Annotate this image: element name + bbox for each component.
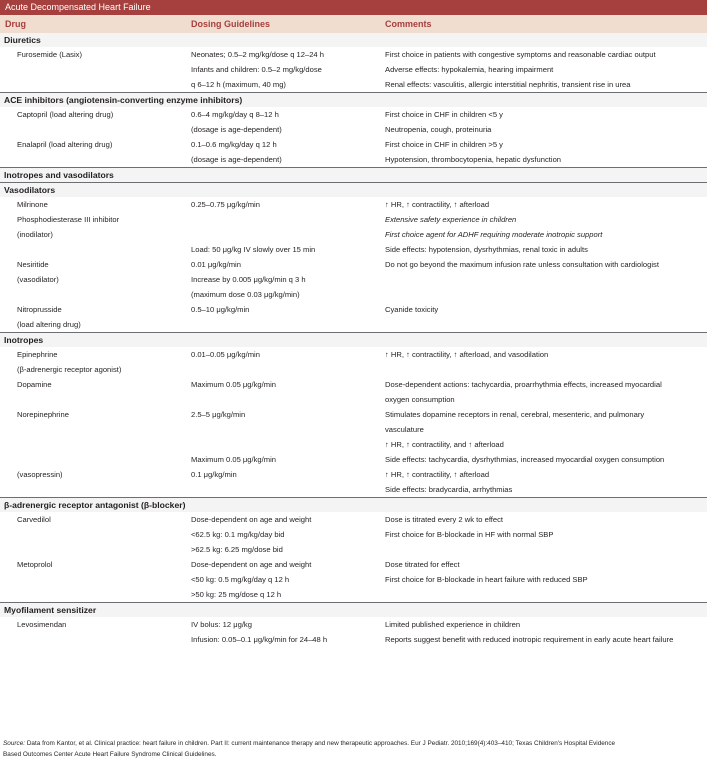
drug-cell: (vasopressin) bbox=[17, 470, 63, 479]
table-row bbox=[0, 62, 707, 77]
comment-cell: First choice in patients with congestive symptoms and reasonable cardiac output bbox=[385, 50, 656, 59]
dosing-cell: 0.5–10 μg/kg/min bbox=[191, 305, 250, 314]
table-section bbox=[0, 167, 707, 182]
table-row bbox=[0, 452, 707, 467]
table-section bbox=[0, 497, 707, 602]
table-row bbox=[0, 587, 707, 602]
dosing-cell: Neonates; 0.5–2 mg/kg/dose q 12–24 h bbox=[191, 50, 324, 59]
drug-cell: Carvedilol bbox=[17, 515, 51, 524]
drug-cell: (inodilator) bbox=[17, 230, 53, 239]
section-title: Vasodilators bbox=[0, 183, 707, 197]
table-row bbox=[0, 212, 707, 227]
footer-source-label: Source: bbox=[3, 740, 26, 747]
dosing-cell: Infusion: 0.05–0.1 μg/kg/min for 24–48 h bbox=[191, 635, 328, 644]
drug-cell: (load altering drug) bbox=[17, 320, 81, 329]
drug-cell: Captopril (load altering drug) bbox=[17, 110, 114, 119]
dosing-cell: <62.5 kg: 0.1 mg/kg/day bid bbox=[191, 530, 285, 539]
section-title: Inotropes bbox=[0, 333, 707, 347]
comment-cell: Do not go beyond the maximum infusion rate unless consultation with cardiologist bbox=[385, 260, 659, 269]
comment-cell: Cyanide toxicity bbox=[385, 305, 439, 314]
table-row bbox=[0, 347, 707, 362]
table-row bbox=[0, 632, 707, 647]
table-row bbox=[0, 512, 707, 527]
table-header-row bbox=[0, 15, 707, 33]
table-row bbox=[0, 197, 707, 212]
table-section bbox=[0, 92, 707, 167]
comment-cell: Dose-dependent actions: tachycardia, proarrhythmia effects, increased myocardial bbox=[385, 380, 662, 389]
table-row bbox=[0, 572, 707, 587]
comment-cell: First choice in CHF in children <5 y bbox=[385, 110, 503, 119]
drug-cell: (β-adrenergic receptor agonist) bbox=[17, 365, 122, 374]
drug-cell: Milrinone bbox=[17, 200, 48, 209]
drug-cell: Dopamine bbox=[17, 380, 52, 389]
dosing-cell: Load: 50 μg/kg IV slowly over 15 min bbox=[191, 245, 316, 254]
comment-cell: First choice agent for ADHF requiring moderate inotropic support bbox=[385, 230, 603, 239]
table-row bbox=[0, 557, 707, 572]
drug-cell: Phosphodiesterase III inhibitor bbox=[17, 215, 120, 224]
comment-cell: First choice for B-blockade in HF with normal SBP bbox=[385, 530, 554, 539]
dosing-cell: (maximum dose 0.03 μg/kg/min) bbox=[191, 290, 300, 299]
table-section bbox=[0, 332, 707, 497]
dosing-cell: Increase by 0.005 μg/kg/min q 3 h bbox=[191, 275, 306, 284]
table-row bbox=[0, 77, 707, 92]
table-row bbox=[0, 122, 707, 137]
dosing-cell: >62.5 kg: 6.25 mg/dose bid bbox=[191, 545, 283, 554]
table-row bbox=[0, 467, 707, 482]
table-row bbox=[0, 152, 707, 167]
table-row bbox=[0, 407, 707, 422]
drug-cell: Furosemide (Lasix) bbox=[17, 50, 82, 59]
dosing-cell: Dose-dependent on age and weight bbox=[191, 515, 312, 524]
header-dosing: Dosing Guidelines bbox=[191, 19, 271, 29]
comment-cell: Adverse effects: hypokalemia, hearing impairment bbox=[385, 65, 554, 74]
section-title: β-adrenergic receptor antagonist (β-blocker) bbox=[0, 498, 707, 512]
dosing-cell: IV bolus: 12 μg/kg bbox=[191, 620, 252, 629]
dosing-cell: 0.1–0.6 mg/kg/day q 12 h bbox=[191, 140, 277, 149]
drug-cell: Metoprolol bbox=[17, 560, 53, 569]
comment-cell: Neutropenia, cough, proteinuria bbox=[385, 125, 492, 134]
comment-cell: ↑ HR, ↑ contractility, ↑ afterload, and vasodilation bbox=[385, 350, 549, 359]
table-row bbox=[0, 227, 707, 242]
table-row bbox=[0, 47, 707, 62]
dosing-cell: (dosage is age-dependent) bbox=[191, 155, 282, 164]
dosing-cell: (dosage is age-dependent) bbox=[191, 125, 282, 134]
table-row bbox=[0, 242, 707, 257]
comment-cell: ↑ HR, ↑ contractility, ↑ afterload bbox=[385, 200, 490, 209]
header-drug: Drug bbox=[5, 19, 26, 29]
comment-cell: Limited published experience in children bbox=[385, 620, 521, 629]
table-row bbox=[0, 482, 707, 497]
drug-cell: (vasodilator) bbox=[17, 275, 59, 284]
table-row bbox=[0, 542, 707, 557]
drug-cell: Nitroprusside bbox=[17, 305, 62, 314]
dosing-cell: 0.01 μg/kg/min bbox=[191, 260, 241, 269]
table-row bbox=[0, 107, 707, 122]
dosing-cell: Maximum 0.05 μg/kg/min bbox=[191, 455, 276, 464]
dosing-cell: <50 kg: 0.5 mg/kg/day q 12 h bbox=[191, 575, 290, 584]
comment-cell: Side effects: tachycardia, dysrhythmias, increased myocardial oxygen consumption bbox=[385, 455, 665, 464]
comment-cell: ↑ HR, ↑ contractility, and ↑ afterload bbox=[385, 440, 504, 449]
section-title: Myofilament sensitizer bbox=[0, 603, 707, 617]
table-row bbox=[0, 302, 707, 317]
comment-cell: First choice for B-blockade in heart failure with reduced SBP bbox=[385, 575, 588, 584]
drug-cell: Epinephrine bbox=[17, 350, 58, 359]
section-title: Diuretics bbox=[0, 33, 707, 47]
comment-cell: Hypotension, thrombocytopenia, hepatic dysfunction bbox=[385, 155, 562, 164]
dosing-cell: Infants and children: 0.5–2 mg/kg/dose bbox=[191, 65, 322, 74]
table-row bbox=[0, 287, 707, 302]
dosing-cell: >50 kg: 25 mg/dose q 12 h bbox=[191, 590, 282, 599]
dosing-cell: q 6–12 h (maximum, 40 mg) bbox=[191, 80, 286, 89]
drug-cell: Nesiritide bbox=[17, 260, 49, 269]
table-row bbox=[0, 527, 707, 542]
table-title: Acute Decompensated Heart Failure bbox=[0, 0, 707, 15]
table-row bbox=[0, 272, 707, 287]
table-row bbox=[0, 377, 707, 392]
drug-cell: Levosimendan bbox=[17, 620, 67, 629]
footer-line2: Based Outcomes Center Acute Heart Failure Syndrome Clinical Guidelines. bbox=[3, 751, 217, 758]
comment-cell: oxygen consumption bbox=[385, 395, 455, 404]
table-row bbox=[0, 422, 707, 437]
dosing-cell: Dose-dependent on age and weight bbox=[191, 560, 312, 569]
table-section bbox=[0, 602, 707, 647]
comment-cell: Side effects: hypotension, dysrhythmias, renal toxic in adults bbox=[385, 245, 588, 254]
comment-cell: ↑ HR, ↑ contractility, ↑ afterload bbox=[385, 470, 490, 479]
table-section bbox=[0, 33, 707, 92]
comment-cell: vasculature bbox=[385, 425, 424, 434]
drug-cell: Enalapril (load altering drug) bbox=[17, 140, 113, 149]
table-row bbox=[0, 392, 707, 407]
table-row bbox=[0, 257, 707, 272]
section-title: ACE inhibitors (angiotensin-converting enzyme inhibitors) bbox=[0, 93, 707, 107]
comment-cell: Extensive safety experience in children bbox=[385, 215, 517, 224]
comment-cell: Stimulates dopamine receptors in renal, cerebral, mesenteric, and pulmonary bbox=[385, 410, 645, 419]
drug-cell: Norepinephrine bbox=[17, 410, 69, 419]
table-row bbox=[0, 617, 707, 632]
dosing-cell: Maximum 0.05 μg/kg/min bbox=[191, 380, 276, 389]
table-row bbox=[0, 437, 707, 452]
comment-cell: Side effects: bradycardia, arrhythmias bbox=[385, 485, 513, 494]
dosing-cell: 0.01–0.05 μg/kg/min bbox=[191, 350, 260, 359]
table-section bbox=[0, 182, 707, 332]
table-row bbox=[0, 317, 707, 332]
dosing-cell: 0.6–4 mg/kg/day q 8–12 h bbox=[191, 110, 279, 119]
comment-cell: Dose titrated for effect bbox=[385, 560, 460, 569]
footer-line1: Data from Kantor, et al. Clinical practice: heart failure in children. Part II: current maintenance therapy and new therapeutic approaches. Eur J Pediatr. 2010;169(4):403–410; Texas Children's Hospital Evidence bbox=[26, 740, 616, 747]
dosing-cell: 0.1 μg/kg/min bbox=[191, 470, 237, 479]
comment-cell: First choice in CHF in children >5 y bbox=[385, 140, 503, 149]
table-footer bbox=[0, 738, 707, 760]
comment-cell: Reports suggest benefit with reduced inotropic requirement in early acute heart failure bbox=[385, 635, 674, 644]
table-row bbox=[0, 362, 707, 377]
dosing-cell: 0.25–0.75 μg/kg/min bbox=[191, 200, 260, 209]
header-comments: Comments bbox=[385, 19, 432, 29]
table-body bbox=[0, 33, 707, 647]
table-row bbox=[0, 137, 707, 152]
section-title: Inotropes and vasodilators bbox=[0, 168, 707, 182]
dosing-cell: 2.5–5 μg/kg/min bbox=[191, 410, 246, 419]
comment-cell: Dose is titrated every 2 wk to effect bbox=[385, 515, 504, 524]
comment-cell: Renal effects: vasculitis, allergic interstitial nephritis, transient rise in urea bbox=[385, 80, 631, 89]
